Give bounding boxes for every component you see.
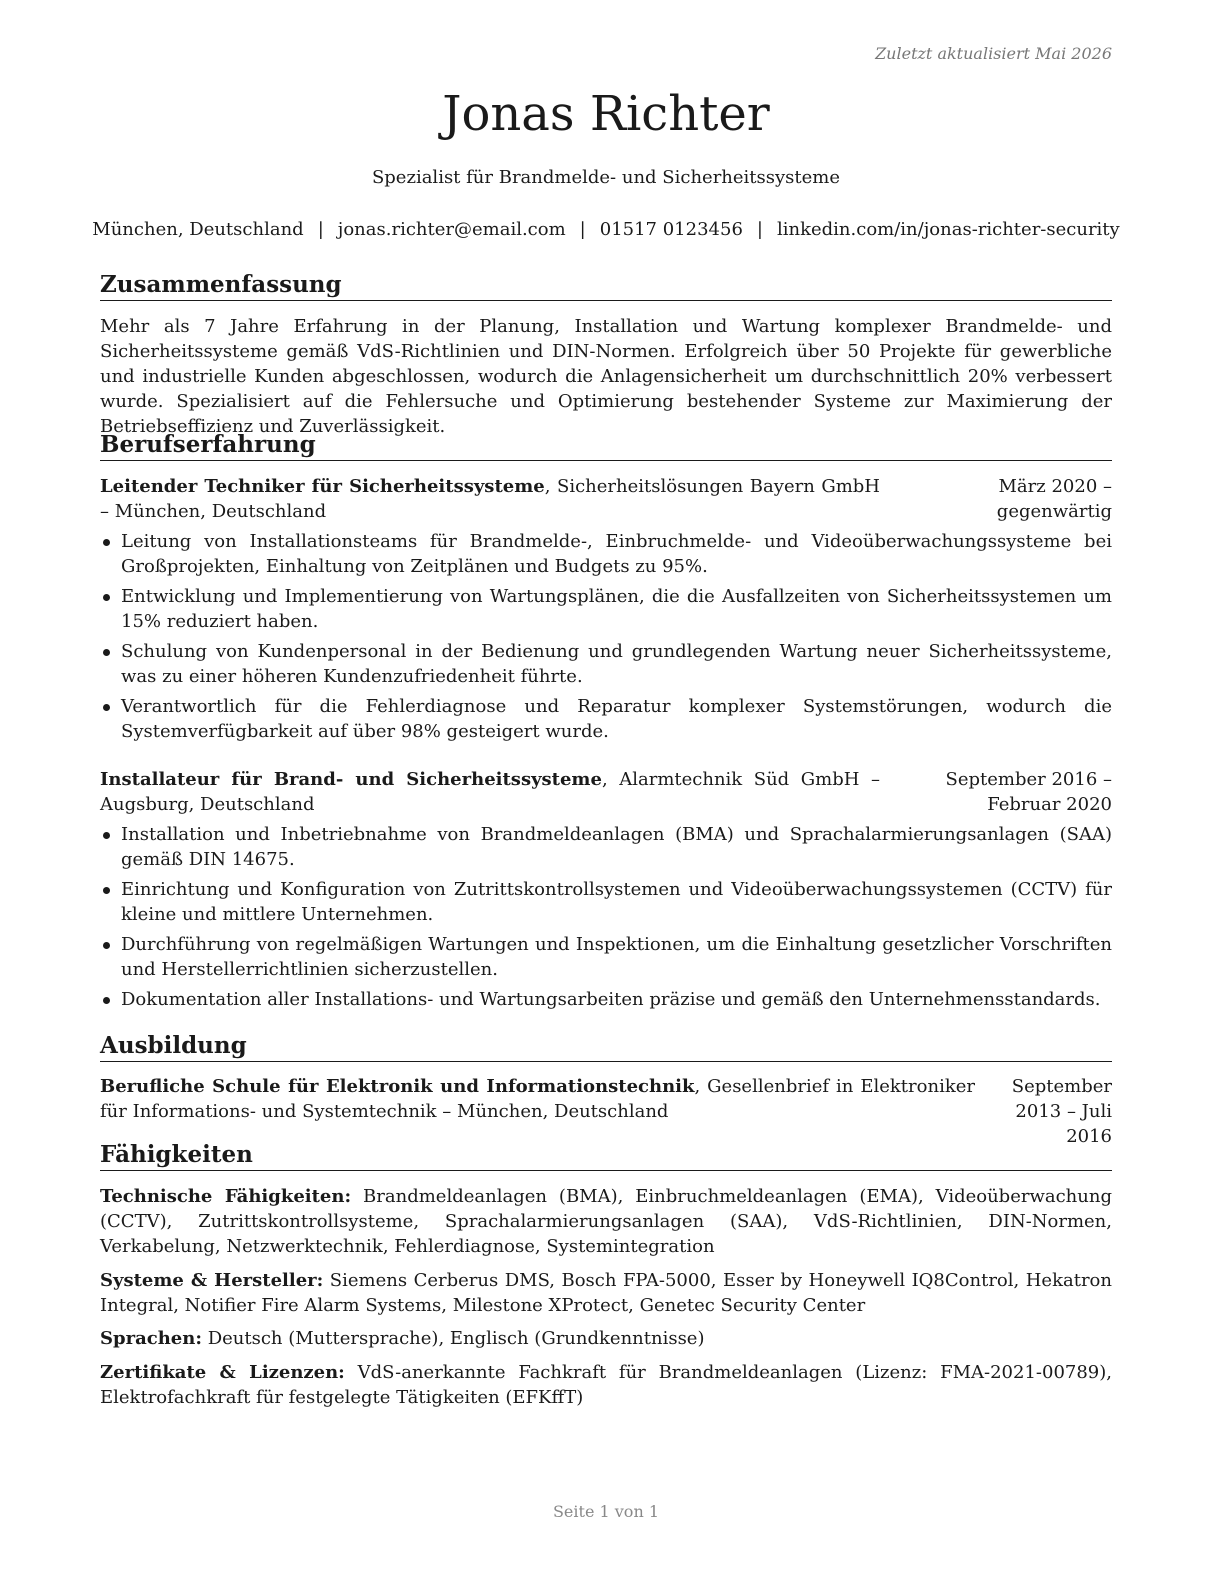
last-updated: Zuletzt aktualisiert Mai 2026	[875, 44, 1112, 63]
job-bullets	[100, 529, 1112, 749]
education-degree: , Gesellenbrief in Elektroniker für Informations- und Systemtechnik – München, Deutschland	[100, 1076, 975, 1122]
skill-label: Technische Fähigkeiten:	[100, 1186, 352, 1207]
skill-row-certificates	[100, 1360, 1112, 1410]
skill-text: Deutsch (Muttersprache), Englisch (Grundkenntnisse)	[201, 1328, 705, 1349]
page-number: Seite 1 von 1	[552, 1502, 660, 1521]
skill-label: Systeme & Hersteller:	[100, 1270, 324, 1291]
skill-row-technical	[100, 1184, 1112, 1259]
job-header	[100, 767, 1112, 817]
resume-page	[92, 0, 1120, 1584]
contact-separator: |	[756, 219, 763, 240]
skill-text: Siemens Cerberus DMS, Bosch FPA-5000, Esser by Honeywell IQ8Control, Hekatron Integral, Notifier Fire Alarm Systems, Milestone XProtect, Genetec Security Center	[100, 1270, 1112, 1316]
list-item: Verantwortlich für die Fehlerdiagnose und Reparatur komplexer Systemstörungen, wodurch die Systemverfügbarkeit auf über 98% gesteigert wurde.	[100, 694, 1112, 744]
job-dates: März 2020 – gegenwärtig	[996, 476, 1112, 522]
summary-text: Mehr als 7 Jahre Erfahrung in der Planung, Installation und Wartung komplexer Brandmelde- und Sicherheitssysteme gemäß VdS-Richtlinien und DIN-Normen. Erfolgreich über 50 Projekte für gewerbliche und industrielle Kunden abgeschlossen, wodurch die Anlagensicherheit um durchschnittlich 20% verbessert wurde. Spezialisiert auf die Fehlersuche und Optimierung bestehender Systeme zur Maximierung der Betriebseffizienz und Zuverlässigkeit.	[100, 316, 1112, 437]
job-subtitle: Spezialist für Brandmelde- und Sicherheitssysteme	[371, 167, 841, 188]
skill-row-systems	[100, 1268, 1112, 1318]
section-title-experience: Berufserfahrung	[100, 431, 1112, 461]
section-title-education: Ausbildung	[100, 1032, 1112, 1062]
list-item: Durchführung von regelmäßigen Wartungen und Inspektionen, um die Einhaltung gesetzlicher Vorschriften und Herstellerrichtlinien sicherzustellen.	[100, 932, 1112, 982]
contact-email[interactable]: jonas.richter@email.com	[337, 219, 566, 240]
skill-text: VdS-anerkannte Fachkraft für Brandmeldeanlagen (Lizenz: FMA-2021-00789), Elektrofachkraft für festgelegte Tätigkeiten (EFKffT)	[100, 1362, 1112, 1408]
education-school: Berufliche Schule für Elektronik und Informationstechnik	[100, 1076, 695, 1097]
job-role: Leitender Techniker für Sicherheitssysteme	[100, 476, 545, 497]
list-item: Installation und Inbetriebnahme von Brandmeldeanlagen (BMA) und Sprachalarmierungsanlagen (SAA) gemäß DIN 14675.	[100, 822, 1112, 872]
job-dates: September 2016 – Februar 2020	[945, 769, 1112, 815]
skill-label: Zertifikate & Lizenzen:	[100, 1362, 345, 1383]
job-company: , Sicherheitslösungen Bayern GmbH – München, Deutschland	[100, 476, 881, 522]
contact-linkedin[interactable]: linkedin.com/in/jonas-richter-security	[776, 219, 1120, 240]
job-header	[100, 474, 1112, 524]
list-item: Leitung von Installationsteams für Brandmelde-, Einbruchmelde- und Videoüberwachungssysteme bei Großprojekten, Einhaltung von Zeitplänen und Budgets zu 95%.	[100, 529, 1112, 579]
job-company: , Alarmtechnik Süd GmbH – Augsburg, Deutschland	[100, 769, 880, 815]
list-item: Einrichtung und Konfiguration von Zutrittskontrollsystemen und Videoüberwachungssystemen (CCTV) für kleine und mittlere Unternehmen.	[100, 877, 1112, 927]
section-title-skills: Fähigkeiten	[100, 1141, 1112, 1171]
education-dates: September 2013 – Juli 2016	[1011, 1076, 1112, 1147]
skill-text: Brandmeldeanlagen (BMA), Einbruchmeldeanlagen (EMA), Videoüberwachung (CCTV), Zutrittskontrollsysteme, Sprachalarmierungsanlagen (SAA), VdS-Richtlinien, DIN-Normen, Verkabelung, Netzwerktechnik, Fehlerdiagnose, Systemintegration	[100, 1186, 1112, 1257]
section-title-summary: Zusammenfassung	[100, 271, 1112, 301]
list-item: Schulung von Kundenpersonal in der Bedienung und grundlegenden Wartung neuer Sicherheitssysteme, was zu einer höheren Kundenzufriedenheit führte.	[100, 639, 1112, 689]
contact-line	[90, 219, 1122, 240]
contact-separator: |	[317, 219, 324, 240]
list-item: Entwicklung und Implementierung von Wartungsplänen, die die Ausfallzeiten von Sicherheitssystemen um 15% reduziert haben.	[100, 584, 1112, 634]
person-name: Jonas Richter	[442, 86, 770, 142]
skill-row-languages	[100, 1326, 1112, 1351]
contact-location: München, Deutschland	[92, 219, 304, 240]
list-item: Dokumentation aller Installations- und Wartungsarbeiten präzise und gemäß den Unternehmensstandards.	[100, 987, 1112, 1012]
job-bullets	[100, 822, 1112, 1017]
contact-separator: |	[579, 219, 586, 240]
contact-phone: 01517 0123456	[599, 219, 743, 240]
education-entry	[100, 1074, 1112, 1147]
skill-label: Sprachen:	[100, 1328, 202, 1349]
job-role: Installateur für Brand- und Sicherheitssysteme	[100, 769, 602, 790]
